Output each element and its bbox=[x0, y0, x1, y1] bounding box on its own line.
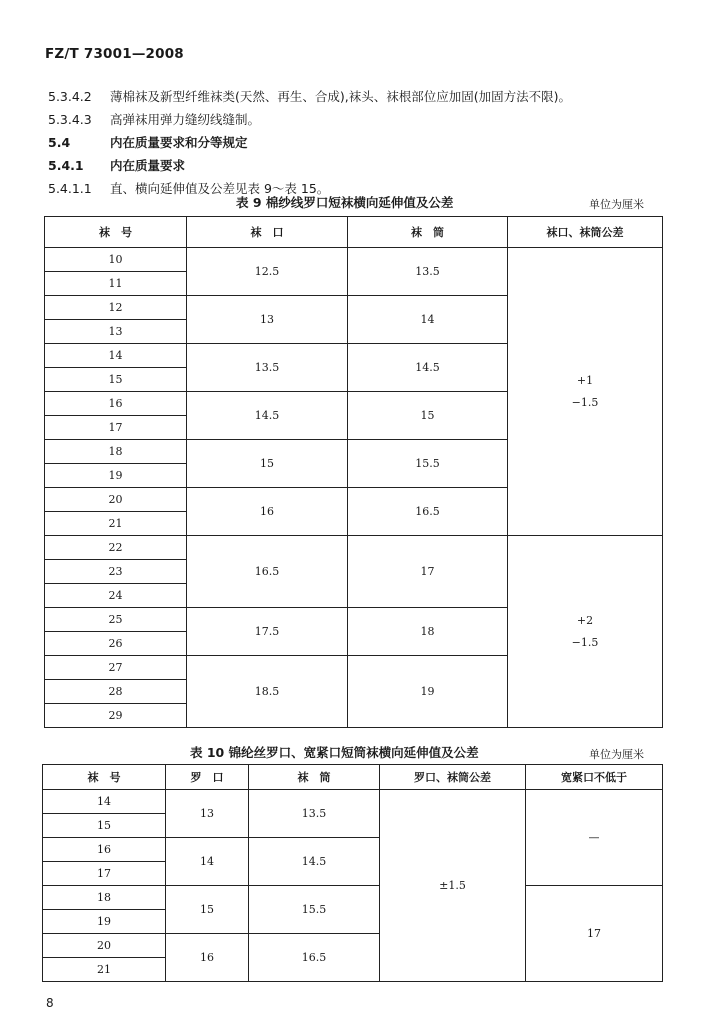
size-cell: 28 bbox=[45, 680, 187, 704]
page-number: 8 bbox=[46, 996, 54, 1010]
table10-header-row bbox=[43, 765, 663, 790]
size-cell: 10 bbox=[45, 248, 187, 272]
mouth-value-cell: 14.5 bbox=[187, 392, 348, 440]
table9-header-row bbox=[45, 217, 663, 248]
tolerance-upper: +1 bbox=[576, 373, 594, 387]
tube-value-cell: 19 bbox=[348, 656, 508, 728]
size-cell: 16 bbox=[45, 392, 187, 416]
table10-column-header: 宽紧口不低于 bbox=[526, 765, 663, 790]
size-cell: 18 bbox=[45, 440, 187, 464]
tube-value-cell: 15 bbox=[348, 392, 508, 440]
tolerance-upper: +2 bbox=[576, 613, 594, 627]
mouth-value-cell: 12.5 bbox=[187, 248, 348, 296]
section-number: 5.4.1.1 bbox=[48, 181, 92, 196]
size-cell: 27 bbox=[45, 656, 187, 680]
tolerance-cell bbox=[508, 248, 663, 536]
tube-value-cell: 13.5 bbox=[249, 790, 380, 838]
mouth-value-cell: 18.5 bbox=[187, 656, 348, 728]
table10-caption: 表 10 锦纶丝罗口、宽紧口短筒袜横向延伸值及公差 bbox=[190, 745, 479, 760]
size-cell: 24 bbox=[45, 584, 187, 608]
table9-column-header: 袜 号 bbox=[45, 217, 187, 248]
tube-value-cell: 17 bbox=[348, 536, 508, 608]
rib-value-cell: 16 bbox=[166, 934, 249, 982]
table-row bbox=[45, 536, 663, 560]
size-cell: 25 bbox=[45, 608, 187, 632]
tolerance-cell bbox=[508, 536, 663, 728]
mouth-value-cell: 13.5 bbox=[187, 344, 348, 392]
table-row bbox=[43, 790, 663, 814]
size-cell: 18 bbox=[43, 886, 166, 910]
paragraph-text: 内在质量要求 bbox=[110, 158, 186, 173]
table9-column-header: 袜 筒 bbox=[348, 217, 508, 248]
size-cell: 21 bbox=[43, 958, 166, 982]
section-number: 5.4.1 bbox=[48, 158, 84, 173]
wide-mouth-min-cell: — bbox=[526, 790, 663, 886]
size-cell: 16 bbox=[43, 838, 166, 862]
mouth-value-cell: 17.5 bbox=[187, 608, 348, 656]
paragraph-line bbox=[48, 87, 571, 105]
mouth-value-cell: 16 bbox=[187, 488, 348, 536]
size-cell: 17 bbox=[43, 862, 166, 886]
table-row bbox=[45, 248, 663, 272]
tube-value-cell: 14.5 bbox=[249, 838, 380, 886]
size-cell: 15 bbox=[45, 368, 187, 392]
table10-column-header: 罗 口 bbox=[166, 765, 249, 790]
paragraph-text: 直、横向延伸值及公差见表 9～表 15。 bbox=[110, 181, 330, 196]
paragraph-text: 高弹袜用弹力缝纫线缝制。 bbox=[110, 112, 261, 127]
rib-value-cell: 15 bbox=[166, 886, 249, 934]
size-cell: 11 bbox=[45, 272, 187, 296]
table9-unit: 单位为厘米 bbox=[589, 198, 644, 211]
tube-value-cell: 15.5 bbox=[348, 440, 508, 488]
size-cell: 26 bbox=[45, 632, 187, 656]
table10-unit: 单位为厘米 bbox=[589, 748, 644, 761]
tube-value-cell: 13.5 bbox=[348, 248, 508, 296]
table9-column-header: 袜口、袜筒公差 bbox=[508, 217, 663, 248]
paragraph-text: 薄棉袜及新型纤维袜类(天然、再生、合成),袜头、袜根部位应加固(加固方法不限)。 bbox=[110, 89, 571, 104]
section-number: 5.3.4.2 bbox=[48, 89, 92, 104]
size-cell: 23 bbox=[45, 560, 187, 584]
table-row bbox=[43, 886, 663, 910]
tube-value-cell: 16.5 bbox=[348, 488, 508, 536]
table10-column-header: 袜 筒 bbox=[249, 765, 380, 790]
paragraph-text: 内在质量要求和分等规定 bbox=[110, 135, 248, 150]
size-cell: 19 bbox=[43, 910, 166, 934]
tube-value-cell: 16.5 bbox=[249, 934, 380, 982]
paragraph-line bbox=[48, 156, 185, 174]
tube-value-cell: 14 bbox=[348, 296, 508, 344]
tolerance-cell: ±1.5 bbox=[380, 790, 526, 982]
size-cell: 29 bbox=[45, 704, 187, 728]
tolerance-lower: −1.5 bbox=[571, 395, 599, 409]
size-cell: 20 bbox=[45, 488, 187, 512]
document-code: FZ/T 73001—2008 bbox=[45, 46, 184, 62]
size-cell: 17 bbox=[45, 416, 187, 440]
table10 bbox=[42, 764, 663, 982]
tube-value-cell: 18 bbox=[348, 608, 508, 656]
size-cell: 22 bbox=[45, 536, 187, 560]
mouth-value-cell: 16.5 bbox=[187, 536, 348, 608]
mouth-value-cell: 15 bbox=[187, 440, 348, 488]
table9-column-header: 袜 口 bbox=[187, 217, 348, 248]
size-cell: 12 bbox=[45, 296, 187, 320]
section-number: 5.3.4.3 bbox=[48, 112, 92, 127]
wide-mouth-min-cell: 17 bbox=[526, 886, 663, 982]
paragraph-line bbox=[48, 110, 260, 128]
table9-caption: 表 9 棉纱线罗口短袜横向延伸值及公差 bbox=[236, 195, 454, 210]
size-cell: 21 bbox=[45, 512, 187, 536]
mouth-value-cell: 13 bbox=[187, 296, 348, 344]
table9 bbox=[44, 216, 663, 728]
tolerance-lower: −1.5 bbox=[571, 635, 599, 649]
rib-value-cell: 14 bbox=[166, 838, 249, 886]
paragraph-line bbox=[48, 133, 248, 151]
size-cell: 19 bbox=[45, 464, 187, 488]
tube-value-cell: 14.5 bbox=[348, 344, 508, 392]
size-cell: 13 bbox=[45, 320, 187, 344]
size-cell: 14 bbox=[45, 344, 187, 368]
size-cell: 15 bbox=[43, 814, 166, 838]
size-cell: 20 bbox=[43, 934, 166, 958]
table10-column-header: 罗口、袜筒公差 bbox=[380, 765, 526, 790]
rib-value-cell: 13 bbox=[166, 790, 249, 838]
section-number: 5.4 bbox=[48, 135, 71, 150]
table10-column-header: 袜 号 bbox=[43, 765, 166, 790]
size-cell: 14 bbox=[43, 790, 166, 814]
tube-value-cell: 15.5 bbox=[249, 886, 380, 934]
